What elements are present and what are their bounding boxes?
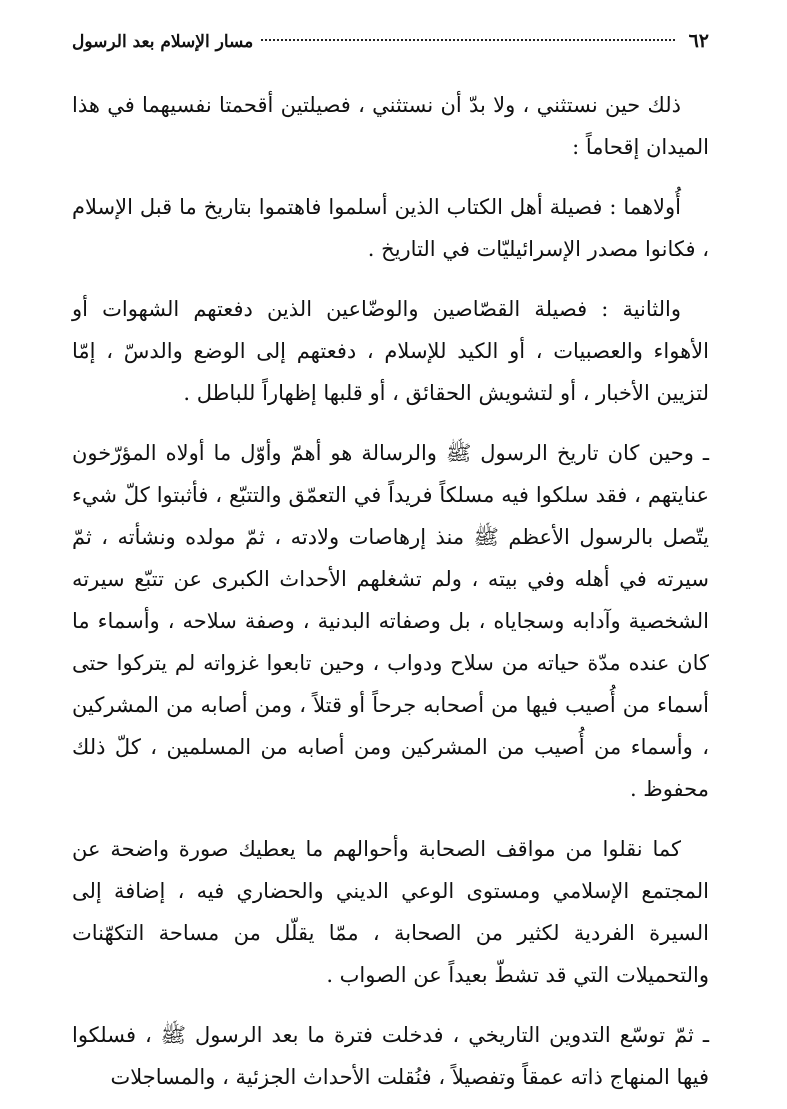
paragraph-first-group: أُولاهما : فصيلة أهل الكتاب الذين أسلموا فاهتموا بتاريخ ما قبل الإسلام ، فكانوا مصدر الإسرائيليّات في التاريخ . (72, 195, 709, 261)
page-body (72, 84, 709, 1098)
paragraph-second-group: والثانية : فصيلة القصّاصين والوضّاعين الذين دفعتهم الشهوات أو الأهواء والعصبيات ، أو الكيد للإسلام ، دفعتهم إلى الوضع والدسّ ، إمّا لتزيين الأخبار ، أو لتشويش الحقائق ، أو قلبها إظهاراً للباطل . (72, 297, 709, 405)
paragraph-companions: كما نقلوا من مواقف الصحابة وأحوالهم ما يعطيك صورة واضحة عن المجتمع الإسلامي ومستوى الوعي الديني والحضاري فيه ، إضافة إلى السيرة الفردية لكثير من الصحابة ، ممّا يقلّل من مساحة التكهّنات والتحميلات التي قد تشطّ بعيداً عن الصواب . (72, 837, 709, 987)
paragraph-intro: ذلك حين نستثني ، ولا بدّ أن نستثني ، فصيلتين أقحمتا نفسيهما في هذا الميدان إقحاماً : (72, 93, 709, 159)
running-title: مسار الإسلام بعد الرسول (72, 32, 254, 52)
page-number: ٦٢ (688, 30, 709, 52)
paragraph-expansion: ـ ثمّ توسّع التدوين التاريخي ، فدخلت فترة ما بعد الرسول ﷺ ، فسلكوا فيها المنهاج ذاته عمقاً وتفصيلاً ، فنُقلت الأحداث الجزئية ، والمساجلات (72, 1023, 709, 1089)
running-header (72, 26, 709, 56)
paragraph-prophet-biography: ـ وحين كان تاريخ الرسول ﷺ والرسالة هو أهمّ وأوّل ما أولاه المؤرّخون عنايتهم ، فقد سلكوا فيه مسلكاً فريداً في التعمّق والتتبّع ، فأثبتوا كلّ شيء يتّصل بالرسول الأعظم ﷺ منذ إرهاصات ولادته ، ثمّ مولده ونشأته ، ثمّ سيرته في أهله وفي بيته ، ولم تشغلهم الأحداث الكبرى عن تتبّع سيرته الشخصية وآدابه وسجاياه ، بل وصفاته البدنية ، وصفة سلاحه ، وأسماء ما كان عنده مدّة حياته من سلاح ودواب ، وحين تابعوا غزواته لم يتركوا حتى أسماء من أُصيب فيها من أصحابه جرحاً أو قتلاً ، ومن أصابه من المشركين ، وأسماء من أُصيب من المشركين ومن أصابه من المسلمين ، كلّ ذلك محفوظ . (72, 441, 709, 801)
header-dot-leader (261, 39, 674, 41)
